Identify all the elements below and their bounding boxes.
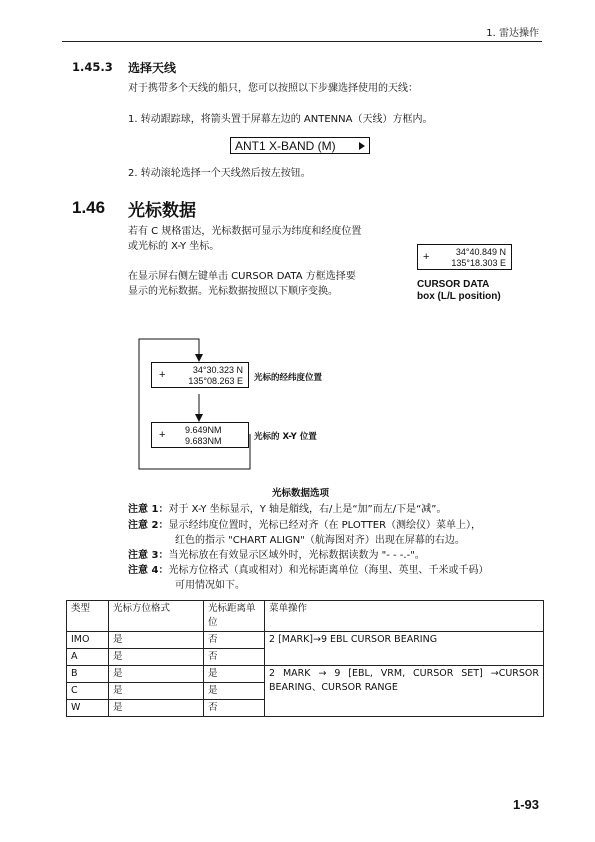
cursor-para-2-line-2: 显示的光标数据。光标数据按照以下顺序变换。 [128,286,338,297]
cell-bearing: 是 [109,666,204,683]
cell-type: W [67,700,109,717]
col-header-menu-op: 菜单操作 [265,601,544,632]
figure-caption: 光标数据选项 [272,488,330,499]
col-header-range-unit: 光标距离单位 [204,601,265,632]
latlon-label: 光标的经纬度位置 [254,373,323,383]
cell-type: C [67,683,109,700]
cursor-para-1-line-1: 若有 C 规格雷达，光标数据可显示为纬度和经度位置 [128,226,362,237]
cell-type: IMO [67,632,109,649]
cursor-data-caption [417,279,501,303]
section-title-cursor-data: 光标数据 [128,201,196,221]
cell-type: A [67,649,109,666]
loop-line [139,339,250,469]
header-rule [62,41,542,42]
note-1 [128,502,446,517]
col-header-bearing: 光标方位格式 [109,601,204,632]
xy-y-value: 9.683NM [185,436,222,446]
cell-bearing: 是 [109,683,204,700]
cell-range: 是 [204,666,265,683]
latlon-lat: 34°30.323 N [192,365,243,375]
cell-type: B [67,666,109,683]
table-header-row [67,601,544,632]
arrow-down-icon [195,414,203,422]
running-header: 1. 雷达操作 [486,28,539,39]
cursor-caption-line-1: CURSOR DATA [417,279,490,290]
note-3-label: 注意 3： [128,550,169,561]
menu-table [66,600,544,717]
note-4-text-1: 光标方位格式（真或相对）和光标距离单位（海里、英里、千米或千码） [168,565,489,576]
note-4 [128,563,488,578]
cell-bearing: 是 [109,632,204,649]
note-4-label: 注意 4： [128,565,169,576]
xy-x-value: 9.649NM [185,425,222,435]
antenna-box-label: ANT1 X-BAND (M) [235,138,336,153]
note-1-label: 注意 1： [128,504,169,515]
antenna-step-2: 2. 转动滚轮选择一个天线然后按左按钮。 [128,168,311,179]
note-3 [128,548,425,563]
cursor-caption-line-2: box (L/L position) [417,291,501,302]
cell-range: 否 [204,700,265,717]
cell-range: 否 [204,632,265,649]
antenna-step-1: 1. 转动跟踪球，将箭头置于屏幕左边的 ANTENNA（天线）方框内。 [128,114,433,125]
note-2-text-2: 红色的指示 "CHART ALIGN"（航海图对齐）出现在屏幕的右边。 [175,535,465,546]
note-2-label: 注意 2： [128,520,169,531]
note-4-text-2: 可用情况如下。 [175,580,245,591]
antenna-select-box [230,137,370,154]
cell-range: 否 [204,649,265,666]
cell-range: 是 [204,683,265,700]
table-row [67,666,544,683]
antenna-intro: 对于携带多个天线的船只，您可以按照以下步骤选择使用的天线： [128,83,418,94]
latlon-lon: 135°08.263 E [188,376,243,386]
cell-menu-op-2: 2 MARK → 9 [EBL, VRM, CURSOR SET] →CURSOR BEARING、CURSOR RANGE [265,666,544,717]
latlon-plus-icon: + [159,369,166,381]
cursor-para-2-line-1: 在显示屏右侧左键单击 CURSOR DATA 方框选择要 [128,271,356,282]
section-number-1-45-3: 1.45.3 [72,60,113,74]
cursor-longitude: 135°18.303 E [451,258,506,268]
note-2-text-1: 显示经纬度位置时，光标已经对齐（在 PLOTTER（测绘仪）菜单上）， [168,520,482,531]
col-header-type: 类型 [67,601,109,632]
note-2 [128,518,481,533]
cell-bearing: 是 [109,649,204,666]
cursor-data-box [417,244,512,270]
xy-plus-icon: + [159,429,166,441]
section-title-select-antenna: 选择天线 [128,61,177,75]
latlon-box [151,362,249,388]
note-3-text: 当光标放在有效显示区域外时，光标数据读数为 "- - -.-"。 [168,550,425,561]
cursor-para-1-line-2: 或光标的 X-Y 坐标。 [128,241,220,252]
cycle-arrows-diagram [130,330,270,480]
cell-bearing: 是 [109,700,204,717]
page-number: 1-93 [512,797,539,812]
cursor-plus-icon: + [423,251,430,263]
note-1-text: 对于 X-Y 坐标显示，Y 轴是艏线，右/上是“加”而左/下是“减”。 [168,504,447,515]
table-row [67,632,544,649]
cell-menu-op-1: 2 [MARK]→9 EBL CURSOR BEARING [265,632,544,666]
triangle-right-icon [359,142,365,150]
arrow-down-icon [195,354,203,362]
xy-box [151,422,249,448]
section-number-1-46: 1.46 [72,198,106,217]
xy-label: 光标的 X-Y 位置 [254,432,317,442]
cursor-latitude: 34°40.849 N [455,247,506,257]
